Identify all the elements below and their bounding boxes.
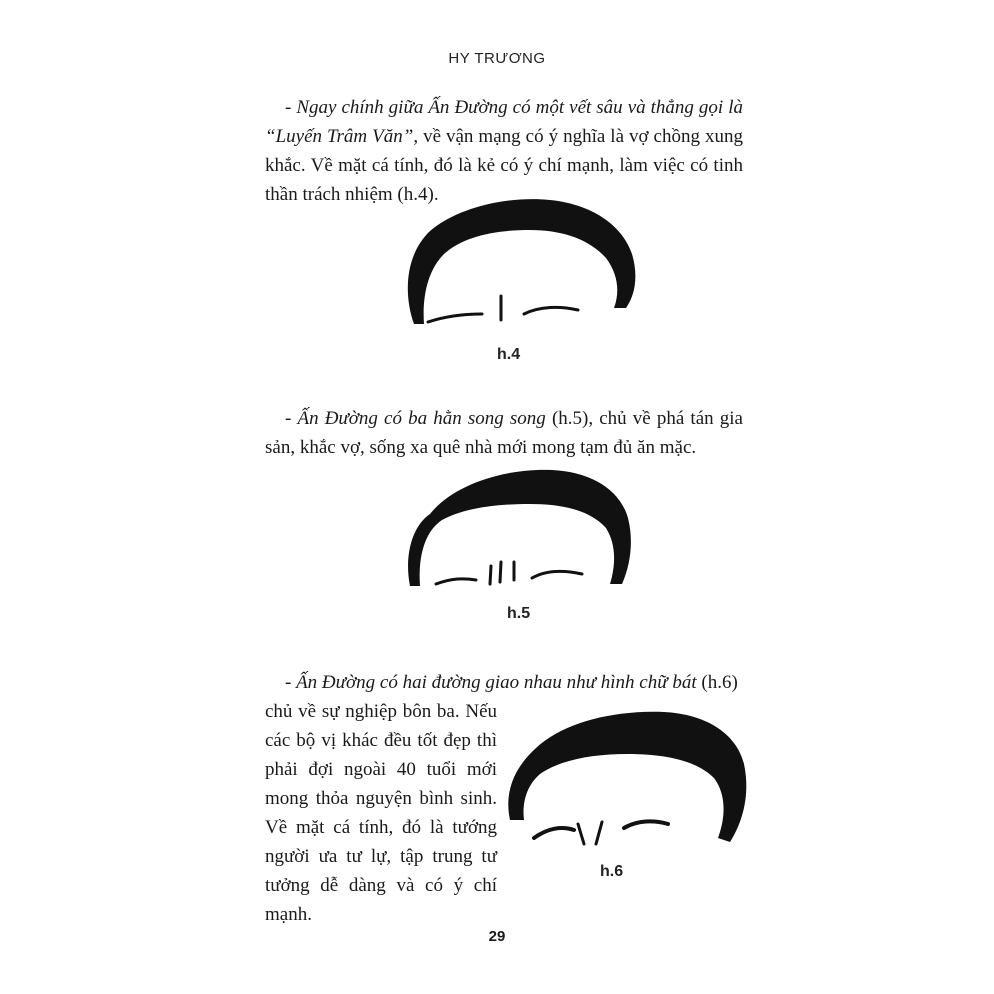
figure-h5-illustration [402, 466, 634, 590]
figure-h4-caption: h.4 [497, 346, 521, 363]
paragraph-body: (h.6) [696, 672, 738, 693]
figure-h5-caption: h.5 [507, 605, 531, 622]
paragraph-chu-bat-continued: chủ về sự nghiệp bôn ba. Nếu các bộ vị khác đều tốt đẹp thì phải đợi ngoài 40 tuổi mới mong thỏa nguyện bình sinh. Về mặt cá tính, đó là tướng người ưa tư lự, tập trung tư tưởng dễ dàng và có ý chí mạnh. [265, 701, 497, 925]
paragraph-luyen-tram-van [265, 93, 743, 209]
paragraph-italic-lead: - Ấn Đường có hai đường giao nhau như hình chữ bát [285, 672, 697, 693]
paragraph-chu-bat [265, 668, 743, 697]
paragraph-italic-lead: - Ngay chính giữa Ấn Đường có một vết sâu và thẳng gọi là “Luyến Trâm Văn” [265, 97, 743, 147]
paragraph-body: , về vận mạng có ý nghĩa là vợ chồng xung khắc. Về mặt cá tính, đó là kẻ có ý chí mạnh, làm việc có tinh thần trách nhiệm (h.4). [265, 126, 743, 205]
figure-h4-illustration [400, 196, 640, 331]
page-number: 29 [488, 928, 506, 945]
figure-h6-caption: h.6 [600, 863, 624, 880]
running-header: HY TRƯƠNG [448, 50, 546, 67]
paragraph-body: (h.5), chủ về phá tán gia sản, khắc vợ, sống xa quê nhà mới mong tạm đủ ăn mặc. [265, 408, 743, 458]
paragraph-italic-lead: - Ấn Đường có ba hằn song song [285, 408, 546, 429]
figure-h6-illustration [504, 708, 750, 846]
paragraph-ba-han [265, 404, 743, 462]
